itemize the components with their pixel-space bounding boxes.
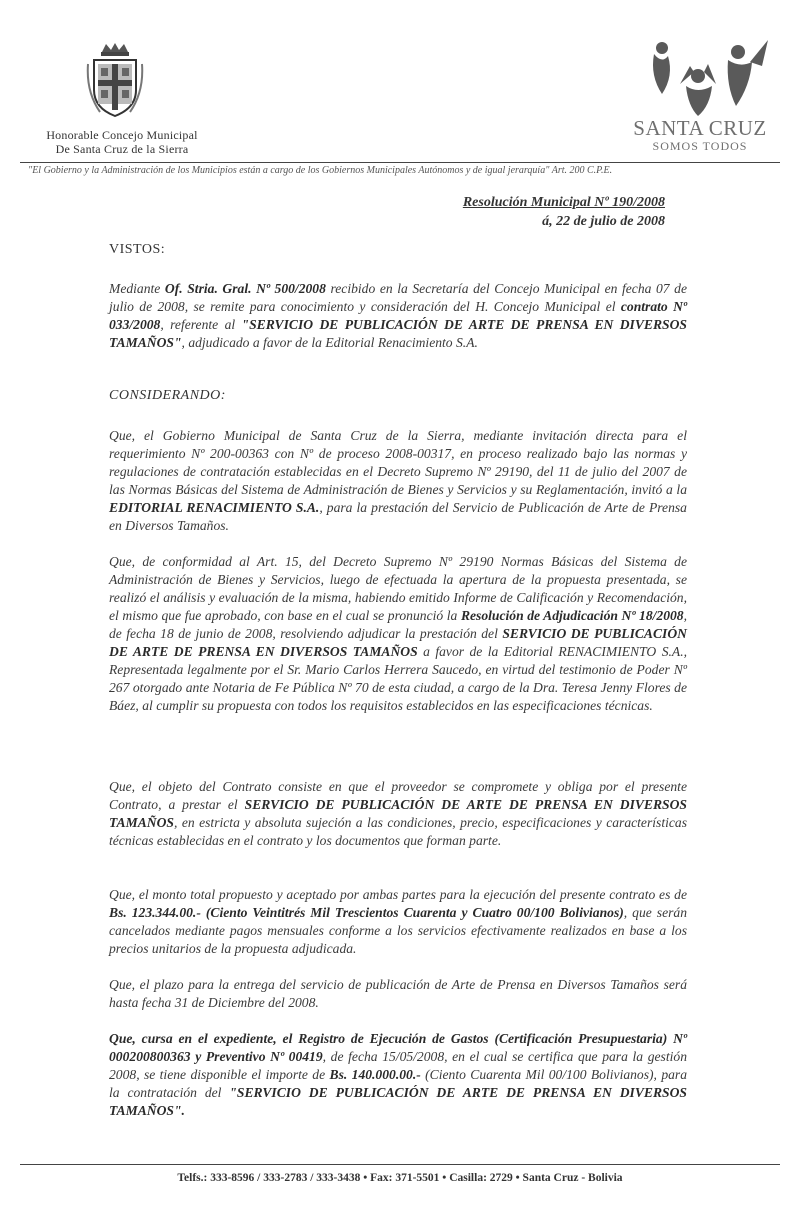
resolution-block	[463, 193, 665, 231]
people-logo-icon	[628, 36, 778, 116]
considerando-heading: CONSIDERANDO:	[109, 388, 226, 403]
considerando-paragraph-2: Que, de conformidad al Art. 15, del Decreto Supremo Nº 29190 Normas Básicas del Sistema de Administración de Bienes y Servicios, luego de efectuada la apertura de la propuesta presentada, se realizó el análisis y evaluación de la misma, habiendo emitido Informe de Calificación y Recomendación, el mismo que fue aprobado, con base en el cual se pronunció la Resolución de Adjudicación Nº 18/2008, de fecha 18 de junio de 2008, resolviendo adjudicar la prestación del SERVICIO DE PUBLICACIÓN DE ARTE DE PRENSA EN DIVERSOS TAMAÑOS a favor de la Editorial RENACIMIENTO S.A., Representada legalmente por el Sr. Mario Carlos Herrera Saucedo, en virtud del testimonio de Poder Nº 267 otorgado ante Notaria de Fe Pública Nº 70 de esta ciudad, a cargo de la Dra. Teresa Jenny Flores de Báez, al cumplir su propuesta con todos los requisitos establecidos en las especificaciones técnicas.	[109, 554, 687, 713]
considerando-paragraph-4: Que, el monto total propuesto y aceptado por ambas partes para la ejecución del presente contrato es de Bs. 123.344.00.- (Ciento Veintitrés Mil Trescientos Cuarenta y Cuatro 00/100 Bolivianos), que serán cancelados mediante pagos mensuales conforme a los servicios efectivamente realizados en base a los precios unitarios de la propuesta adjudicada.	[109, 887, 688, 956]
constitution-quote: "El Gobierno y la Administración de los Municipios están a cargo de los Gobiernos Municipales Autónomos y de igual jerarquía" Art. 200 C.P.E.	[28, 165, 613, 176]
coat-of-arms-icon	[86, 42, 144, 122]
council-name-line1: Honorable Concejo Municipal	[46, 128, 198, 142]
resolution-number: Resolución Municipal Nº 190/2008	[462, 195, 665, 210]
considerando-paragraph-1: Que, el Gobierno Municipal de Santa Cruz de la Sierra, mediante invitación directa para el requerimiento Nº 200-00363 con Nº de proceso 2008-00317, en proceso realizado bajo las normas y regulaciones de contratación establecidas en el Decreto Supremo Nº 29190, del 11 de julio del 2007 de las Normas Básicas del Sistema de Administración de Bienes y Servicios y su Reglamentación, invitó a la EDITORIAL RENACIMIENTO S.A., para la prestación del Servicio de Publicación de Arte de Prensa en Diversos Tamaños.	[109, 428, 687, 533]
footer-divider	[20, 1164, 780, 1165]
council-name-line2: De Santa Cruz de la Sierra	[55, 142, 189, 156]
vistos-paragraph: Mediante Of. Stria. Gral. Nº 500/2008 recibido en la Secretaría del Concejo Municipal en fecha 07 de julio de 2008, se remite para conocimiento y consideración del H. Concejo Municipal el contrato Nº 033/2008, referente al "SERVICIO DE PUBLICACIÓN DE ARTE DE PRENSA EN DIVERSOS TAMAÑOS", adjudicado a favor de la Editorial Renacimiento S.A.	[109, 281, 688, 350]
header-divider	[20, 162, 780, 163]
brand-title: SANTA CRUZ	[633, 116, 767, 140]
considerando-paragraph-3: Que, el objeto del Contrato consiste en que el proveedor se compromete y obliga por el presente Contrato, a prestar el SERVICIO DE PUBLICACIÓN DE ARTE DE PRENSA EN DIVERSOS TAMAÑOS, en estricta y absoluta sujeción a las condiciones, precio, especificaciones y características técnicas establecidas en el contrato y los documentos que forman parte.	[109, 779, 687, 848]
considerando-paragraph-6: Que, cursa en el expediente, el Registro de Ejecución de Gastos (Certificación Presupuestaria) Nº 000200800363 y Preventivo Nº 00419, de fecha 15/05/2008, en el cual se certifica que para la gestión 2008, se tiene disponible el importe de Bs. 140.000.00.- (Ciento Cuarenta Mil 00/100 Bolivianos), para la contratación del "SERVICIO DE PUBLICACIÓN DE ARTE DE PRENSA EN DIVERSOS TAMAÑOS".	[109, 1031, 688, 1118]
santa-cruz-logo	[620, 36, 780, 156]
resolution-date: á, 22 de julio de 2008	[542, 214, 665, 229]
council-name	[22, 128, 222, 156]
brand-subtitle: SOMOS TODOS	[652, 139, 748, 153]
considerando-paragraph-5: Que, el plazo para la entrega del servicio de publicación de Arte de Prensa en Diversos Tamaños será hasta fecha 31 de Diciembre del 2008.	[109, 977, 687, 1010]
vistos-heading: VISTOS:	[109, 242, 166, 257]
footer-contact: Telfs.: 333-8596 / 333-2783 / 333-3438 • Fax: 371-5501 • Casilla: 2729 • Santa Cruz - Bolivia	[177, 1172, 623, 1184]
